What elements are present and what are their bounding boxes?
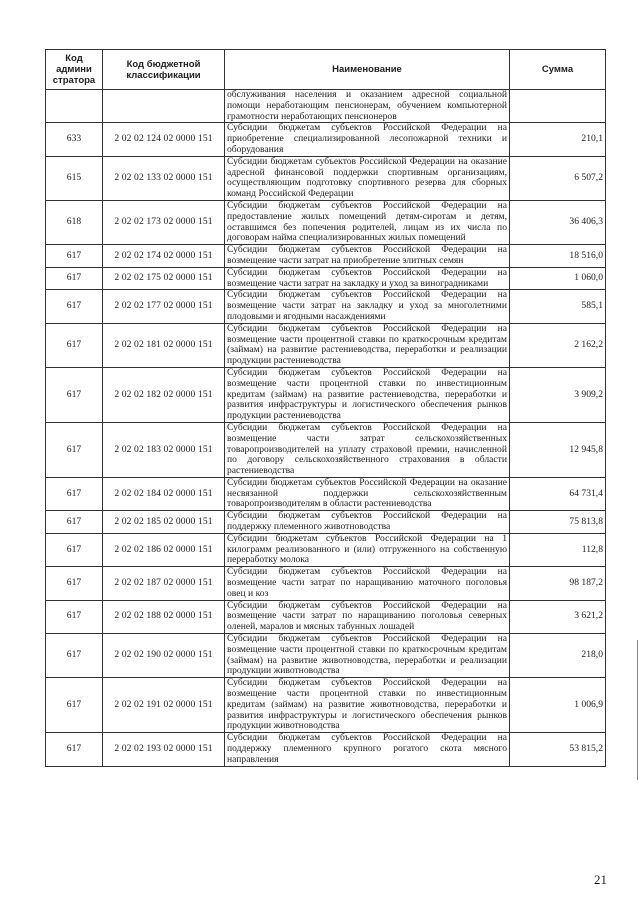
sum-cell: 6 507,2 [510, 156, 606, 200]
sum-cell: 64 731,4 [510, 477, 606, 510]
admin-code-cell: 617 [46, 245, 103, 268]
sum-cell: 53 815,2 [510, 733, 606, 766]
budget-code-cell: 2 02 02 187 02 0000 151 [103, 567, 225, 600]
name-cell: Субсидии бюджетам субъектов Российской Федерации на возмещение части затрат на закладку и уход за многолетними плодовыми и ягодными насаждениями [225, 290, 510, 323]
budget-code-cell: 2 02 02 173 02 0000 151 [103, 200, 225, 244]
sum-cell: 36 406,3 [510, 200, 606, 244]
table-row [46, 533, 606, 566]
admin-code-cell: 617 [46, 422, 103, 477]
sum-cell: 210,1 [510, 123, 606, 156]
sum-cell: 18 516,0 [510, 245, 606, 268]
name-cell: Субсидии бюджетам субъектов Российской Федерации на поддержку племенного животноводства [225, 511, 510, 534]
admin-code-cell: 617 [46, 678, 103, 733]
name-cell: Субсидии бюджетам субъектов Российской Федерации на приобретение специализированной лесопожарной техники и оборудования [225, 123, 510, 156]
name-cell: Субсидии бюджетам субъектов Российской Федерации на поддержку племенного крупного рогатого скота мясного направления [225, 733, 510, 766]
name-cell: Субсидии бюджетам субъектов Российской Федерации на возмещение части затрат сельскохозяйственных товаропроизводителей на уплату страховой премии, начисленной по договору сельскохозяйственного страхования в области растениеводства [225, 422, 510, 477]
table-row [46, 156, 606, 200]
budget-code-cell: 2 02 02 184 02 0000 151 [103, 477, 225, 510]
name-cell: Субсидии бюджетам субъектов Российской Федерации на возмещение части процентной ставки по краткосрочным кредитам (займам) на развитие растениеводства, переработки и реализации продукции растениеводства [225, 323, 510, 367]
admin-code-cell: 617 [46, 567, 103, 600]
admin-code-cell [46, 90, 103, 123]
table-row [46, 290, 606, 323]
admin-code-cell: 633 [46, 123, 103, 156]
budget-code-cell: 2 02 02 124 02 0000 151 [103, 123, 225, 156]
budget-code-cell: 2 02 02 183 02 0000 151 [103, 422, 225, 477]
budget-code-cell: 2 02 02 181 02 0000 151 [103, 323, 225, 367]
sum-cell: 585,1 [510, 290, 606, 323]
admin-code-cell: 617 [46, 323, 103, 367]
table-header [46, 50, 606, 90]
sum-cell: 98 187,2 [510, 567, 606, 600]
budget-code-cell: 2 02 02 193 02 0000 151 [103, 733, 225, 766]
admin-code-cell: 615 [46, 156, 103, 200]
sum-cell: 75 813,8 [510, 511, 606, 534]
name-cell: Субсидии бюджетам субъектов Российской Федерации на возмещение части затрат по наращиванию поголовья северных оленей, маралов и мясных табунных лошадей [225, 600, 510, 633]
table-body [46, 90, 606, 767]
table-row [46, 200, 606, 244]
admin-code-cell: 617 [46, 634, 103, 678]
budget-table [45, 49, 606, 767]
sum-cell: 1 006,9 [510, 678, 606, 733]
budget-code-cell: 2 02 02 186 02 0000 151 [103, 533, 225, 566]
table-row [46, 477, 606, 510]
sum-cell [510, 90, 606, 123]
table-row [46, 90, 606, 123]
budget-code-cell: 2 02 02 182 02 0000 151 [103, 367, 225, 422]
name-cell: Субсидии бюджетам субъектов Российской Федерации на возмещение части затрат по наращиванию маточного поголовья овец и коз [225, 567, 510, 600]
header-row [46, 50, 606, 90]
admin-code-cell: 617 [46, 511, 103, 534]
name-cell: Субсидии бюджетам субъектов Российской Федерации на возмещение части затрат на приобретение элитных семян [225, 245, 510, 268]
sum-cell: 12 945,8 [510, 422, 606, 477]
page-number: 21 [594, 872, 607, 887]
sum-cell: 1 060,0 [510, 267, 606, 290]
table-row [46, 267, 606, 290]
header-budget-code: Код бюджетной классификации [103, 50, 225, 90]
budget-code-cell: 2 02 02 188 02 0000 151 [103, 600, 225, 633]
table-row [46, 245, 606, 268]
table-row [46, 733, 606, 766]
sum-cell: 3 909,2 [510, 367, 606, 422]
table-row [46, 367, 606, 422]
sum-cell: 2 162,2 [510, 323, 606, 367]
name-cell: Субсидии бюджетам субъектов Российской Федерации на оказание адресной финансовой поддержки спортивным организациям, осуществляющим подготовку спортивного резерва для сборных команд Российской Федерации [225, 156, 510, 200]
budget-code-cell: 2 02 02 191 02 0000 151 [103, 678, 225, 733]
admin-code-cell: 617 [46, 267, 103, 290]
name-cell: Субсидии бюджетам субъектов Российской Федерации на 1 килограмм реализованного и (или) отгруженного на собственную переработку молока [225, 533, 510, 566]
header-name: Наименование [225, 50, 510, 90]
budget-code-cell: 2 02 02 177 02 0000 151 [103, 290, 225, 323]
sum-cell: 218,0 [510, 634, 606, 678]
name-cell: обслуживания населения и оказанием адресной социальной помощи неработающим пенсионерам, обучением компьютерной грамотности неработающих пенсионеров [225, 90, 510, 123]
admin-code-cell: 617 [46, 533, 103, 566]
header-sum: Сумма [510, 50, 606, 90]
table-row [46, 323, 606, 367]
name-cell: Субсидии бюджетам субъектов Российской Федерации на возмещение части процентной ставки по инвестиционным кредитам (займам) на развитие животноводства, переработки и развития инфраструктуры и логистического обеспечения рынков продукции животноводства [225, 678, 510, 733]
name-cell: Субсидии бюджетам субъектов Российской Федерации на возмещение части процентной ставки по краткосрочным кредитам (займам) на развитие животноводства, переработки и реализации продукции животноводства [225, 634, 510, 678]
name-cell: Субсидии бюджетам субъектов Российской Федерации на возмещение части затрат на закладку и уход за виноградниками [225, 267, 510, 290]
table-row [46, 422, 606, 477]
budget-code-cell [103, 90, 225, 123]
admin-code-cell: 617 [46, 477, 103, 510]
budget-code-cell: 2 02 02 190 02 0000 151 [103, 634, 225, 678]
name-cell: Субсидии бюджетам субъектов Российской Федерации на возмещение части процентной ставки по инвестиционным кредитам (займам) на развитие растениеводства, переработки и развития инфраструктуры и логистического обеспечения рынков продукции растениеводства [225, 367, 510, 422]
sum-cell: 3 621,2 [510, 600, 606, 633]
budget-code-cell: 2 02 02 185 02 0000 151 [103, 511, 225, 534]
scan-edge-mark [637, 640, 638, 780]
name-cell: Субсидии бюджетам субъектов Российской Федерации на оказание несвязанной поддержки сельскохозяйственным товаропроизводителям в области растениеводства [225, 477, 510, 510]
admin-code-cell: 617 [46, 367, 103, 422]
table-row [46, 511, 606, 534]
budget-code-cell: 2 02 02 133 02 0000 151 [103, 156, 225, 200]
table-row [46, 678, 606, 733]
table-row [46, 567, 606, 600]
budget-code-cell: 2 02 02 175 02 0000 151 [103, 267, 225, 290]
admin-code-cell: 618 [46, 200, 103, 244]
admin-code-cell: 617 [46, 290, 103, 323]
table-row [46, 123, 606, 156]
name-cell: Субсидии бюджетам субъектов Российской Федерации на предоставление жилых помещений детям-сиротам и детям, оставшимся без попечения родителей, лицам из их числа по договорам найма специализированных жилых помещений [225, 200, 510, 244]
admin-code-cell: 617 [46, 600, 103, 633]
budget-code-cell: 2 02 02 174 02 0000 151 [103, 245, 225, 268]
table-row [46, 634, 606, 678]
admin-code-cell: 617 [46, 733, 103, 766]
sum-cell: 112,8 [510, 533, 606, 566]
table-row [46, 600, 606, 633]
header-admin-code: Код админи стратора [46, 50, 103, 90]
